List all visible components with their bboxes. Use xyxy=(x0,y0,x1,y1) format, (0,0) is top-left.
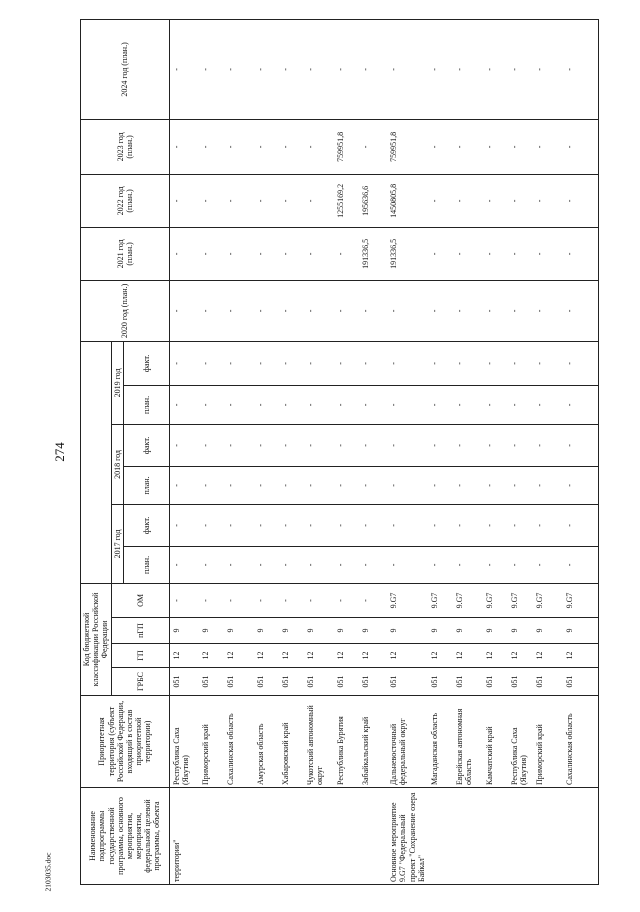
row-2020: - xyxy=(334,280,359,341)
row-2020: - xyxy=(224,280,254,341)
row-2019-fact: - xyxy=(224,341,254,385)
row-2019-plan: - xyxy=(563,385,598,424)
row-territory: Хабаровский край xyxy=(279,696,304,788)
row-2018-fact: - xyxy=(254,424,279,466)
row-om: - xyxy=(254,583,279,617)
row-2019-fact: - xyxy=(563,341,598,385)
row-om: - xyxy=(279,583,304,617)
row-om: 9.G7 xyxy=(387,583,428,617)
row-2022: - xyxy=(483,174,508,227)
row-2017-plan: - xyxy=(508,546,533,583)
row-grbs: 051 xyxy=(453,668,483,696)
header-2017-fact: факт. xyxy=(123,504,169,546)
row-pgp: 9 xyxy=(533,618,563,644)
row-2018-plan: - xyxy=(483,466,508,504)
row-2022: 1450805,8 xyxy=(387,174,428,227)
row-territory: Сахалинская область xyxy=(563,696,598,788)
row-gp: 12 xyxy=(533,644,563,668)
header-2018: 2018 год xyxy=(111,424,123,504)
row-pgp: 9 xyxy=(428,618,453,644)
row-2018-plan: - xyxy=(279,466,304,504)
row-name xyxy=(199,788,224,885)
row-2024: - xyxy=(563,19,598,119)
row-2019-plan: - xyxy=(483,385,508,424)
row-territory: Чукотский автономный округ xyxy=(304,696,334,788)
row-2023: - xyxy=(304,119,334,174)
row-2019-plan: - xyxy=(359,385,387,424)
row-2020: - xyxy=(279,280,304,341)
row-2020: - xyxy=(304,280,334,341)
row-pgp: 9 xyxy=(334,618,359,644)
row-om: - xyxy=(199,583,224,617)
row-territory: Забайкальский край xyxy=(359,696,387,788)
row-name xyxy=(359,788,387,885)
header-2022: 2022 год (план.) xyxy=(81,174,170,227)
row-2024: - xyxy=(508,19,533,119)
row-gp: 12 xyxy=(169,644,199,668)
row-gp: 12 xyxy=(199,644,224,668)
row-pgp: 9 xyxy=(279,618,304,644)
row-2024: - xyxy=(254,19,279,119)
row-gp: 12 xyxy=(224,644,254,668)
row-2018-fact: - xyxy=(453,424,483,466)
header-2018-plan: план. xyxy=(123,466,169,504)
row-2023: - xyxy=(483,119,508,174)
row-2024: - xyxy=(387,19,428,119)
row-2019-plan: - xyxy=(428,385,453,424)
row-2023: - xyxy=(169,119,199,174)
row-2021: - xyxy=(304,227,334,280)
row-2018-plan: - xyxy=(169,466,199,504)
row-2018-fact: - xyxy=(304,424,334,466)
row-om: - xyxy=(334,583,359,617)
document-code: 2103035.doc xyxy=(43,852,53,892)
row-2019-plan: - xyxy=(387,385,428,424)
row-2018-plan: - xyxy=(359,466,387,504)
row-2019-fact: - xyxy=(199,341,224,385)
row-2021: - xyxy=(483,227,508,280)
row-om: 9.G7 xyxy=(453,583,483,617)
row-2017-plan: - xyxy=(563,546,598,583)
row-om: 9.G7 xyxy=(483,583,508,617)
row-2024: - xyxy=(224,19,254,119)
row-grbs: 051 xyxy=(387,668,428,696)
row-2019-plan: - xyxy=(224,385,254,424)
row-2023: - xyxy=(199,119,224,174)
row-2024: - xyxy=(304,19,334,119)
row-territory: Магаданская область xyxy=(428,696,453,788)
row-name xyxy=(533,788,563,885)
table-row xyxy=(224,19,254,884)
row-grbs: 051 xyxy=(304,668,334,696)
row-2021: - xyxy=(169,227,199,280)
row-2018-fact: - xyxy=(224,424,254,466)
row-name xyxy=(453,788,483,885)
row-2019-plan: - xyxy=(199,385,224,424)
row-name xyxy=(304,788,334,885)
table-row xyxy=(279,19,304,884)
row-name xyxy=(483,788,508,885)
row-2017-fact: - xyxy=(334,504,359,546)
table-row xyxy=(304,19,334,884)
row-2017-fact: - xyxy=(199,504,224,546)
row-territory: Республика Саха (Якутия) xyxy=(169,696,199,788)
row-2023: - xyxy=(453,119,483,174)
row-gp: 12 xyxy=(359,644,387,668)
header-2023: 2023 год (план.) xyxy=(81,119,170,174)
row-2023: 759951,8 xyxy=(387,119,428,174)
row-2017-plan: - xyxy=(279,546,304,583)
row-2017-fact: - xyxy=(254,504,279,546)
table-body xyxy=(169,19,598,884)
row-2024: - xyxy=(428,19,453,119)
row-2021: - xyxy=(533,227,563,280)
header-years-blank xyxy=(81,341,112,583)
row-2017-fact: - xyxy=(533,504,563,546)
row-2018-plan: - xyxy=(563,466,598,504)
row-om: - xyxy=(359,583,387,617)
row-2019-fact: - xyxy=(334,341,359,385)
row-2024: - xyxy=(169,19,199,119)
row-2021: - xyxy=(224,227,254,280)
row-territory: Сахалинская область xyxy=(224,696,254,788)
row-grbs: 051 xyxy=(169,668,199,696)
row-grbs: 051 xyxy=(563,668,598,696)
budget-table xyxy=(80,19,599,885)
row-2017-plan: - xyxy=(169,546,199,583)
row-2019-plan: - xyxy=(304,385,334,424)
row-2019-plan: - xyxy=(169,385,199,424)
row-grbs: 051 xyxy=(224,668,254,696)
row-pgp: 9 xyxy=(199,618,224,644)
row-2018-plan: - xyxy=(533,466,563,504)
row-2024: - xyxy=(533,19,563,119)
row-2018-plan: - xyxy=(453,466,483,504)
row-2022: - xyxy=(508,174,533,227)
row-2021: - xyxy=(508,227,533,280)
row-2021: - xyxy=(254,227,279,280)
row-om: - xyxy=(304,583,334,617)
table-row xyxy=(199,19,224,884)
row-gp: 12 xyxy=(304,644,334,668)
row-2017-fact: - xyxy=(359,504,387,546)
row-2019-fact: - xyxy=(428,341,453,385)
row-2022: 195636,6 xyxy=(359,174,387,227)
row-2018-plan: - xyxy=(334,466,359,504)
row-2023: - xyxy=(563,119,598,174)
table-header xyxy=(81,19,170,884)
row-2017-plan: - xyxy=(359,546,387,583)
row-2020: - xyxy=(508,280,533,341)
row-2022: - xyxy=(304,174,334,227)
row-grbs: 051 xyxy=(279,668,304,696)
row-territory: Камчатский край xyxy=(483,696,508,788)
row-name xyxy=(563,788,598,885)
table-row xyxy=(387,19,428,884)
row-2021: - xyxy=(563,227,598,280)
row-2017-plan: - xyxy=(387,546,428,583)
row-pgp: 9 xyxy=(483,618,508,644)
header-2021: 2021 год (план.) xyxy=(81,227,170,280)
row-2022: - xyxy=(169,174,199,227)
header-2020: 2020 год (план.) xyxy=(81,280,170,341)
row-pgp: 9 xyxy=(169,618,199,644)
row-gp: 12 xyxy=(279,644,304,668)
row-2018-fact: - xyxy=(428,424,453,466)
row-2022: - xyxy=(254,174,279,227)
row-2017-fact: - xyxy=(224,504,254,546)
header-gp: ГП xyxy=(111,644,169,668)
row-name xyxy=(254,788,279,885)
row-2018-fact: - xyxy=(387,424,428,466)
table-row xyxy=(359,19,387,884)
row-om: 9.G7 xyxy=(428,583,453,617)
row-gp: 12 xyxy=(483,644,508,668)
row-grbs: 051 xyxy=(533,668,563,696)
row-2020: - xyxy=(169,280,199,341)
row-2024: - xyxy=(279,19,304,119)
row-2017-plan: - xyxy=(304,546,334,583)
table-row xyxy=(483,19,508,884)
row-territory: Еврейская автономная область xyxy=(453,696,483,788)
row-2021: - xyxy=(453,227,483,280)
row-2022: - xyxy=(224,174,254,227)
row-om: 9.G7 xyxy=(533,583,563,617)
table-row xyxy=(563,19,598,884)
row-territory: Республика Бурятия xyxy=(334,696,359,788)
header-2018-fact: факт. xyxy=(123,424,169,466)
row-2021: 191336,5 xyxy=(359,227,387,280)
row-2017-fact: - xyxy=(508,504,533,546)
row-pgp: 9 xyxy=(508,618,533,644)
row-grbs: 051 xyxy=(508,668,533,696)
row-2017-plan: - xyxy=(483,546,508,583)
row-gp: 12 xyxy=(254,644,279,668)
row-2017-fact: - xyxy=(304,504,334,546)
row-2020: - xyxy=(563,280,598,341)
row-2024: - xyxy=(334,19,359,119)
row-2023: - xyxy=(279,119,304,174)
row-2021: 191336,5 xyxy=(387,227,428,280)
row-2017-fact: - xyxy=(453,504,483,546)
row-gp: 12 xyxy=(508,644,533,668)
row-2017-plan: - xyxy=(453,546,483,583)
rotated-page-content xyxy=(80,20,616,885)
row-2023: - xyxy=(428,119,453,174)
header-2024: 2024 год (план.) xyxy=(81,19,170,119)
row-2019-plan: - xyxy=(279,385,304,424)
row-pgp: 9 xyxy=(304,618,334,644)
row-2017-fact: - xyxy=(279,504,304,546)
row-2020: - xyxy=(387,280,428,341)
row-2019-fact: - xyxy=(359,341,387,385)
row-om: 9.G7 xyxy=(508,583,533,617)
row-territory: Дальневосточный федеральный округ xyxy=(387,696,428,788)
row-om: - xyxy=(169,583,199,617)
row-2017-fact: - xyxy=(387,504,428,546)
row-name: территории" xyxy=(169,788,199,885)
row-2024: - xyxy=(483,19,508,119)
row-2022: - xyxy=(199,174,224,227)
row-name xyxy=(224,788,254,885)
row-2024: - xyxy=(359,19,387,119)
row-2017-fact: - xyxy=(169,504,199,546)
row-2020: - xyxy=(254,280,279,341)
row-2020: - xyxy=(483,280,508,341)
row-2019-fact: - xyxy=(279,341,304,385)
row-pgp: 9 xyxy=(563,618,598,644)
row-2018-plan: - xyxy=(387,466,428,504)
header-kbk: Код бюджетной классификации Российской Федерации xyxy=(81,583,112,695)
page-number: 274 xyxy=(52,442,67,462)
row-2020: - xyxy=(428,280,453,341)
header-name: Наименование подпрограммы государственной программы, основного мероприятия, мероприятия, федеральной целевой программы, объекта xyxy=(81,788,170,885)
row-2023: 759951,8 xyxy=(334,119,359,174)
row-pgp: 9 xyxy=(359,618,387,644)
row-2023: - xyxy=(224,119,254,174)
row-territory: Республика Саха (Якутия) xyxy=(508,696,533,788)
row-2022: - xyxy=(533,174,563,227)
row-territory: Приморский край xyxy=(199,696,224,788)
header-2019-plan: план. xyxy=(123,385,169,424)
row-2017-fact: - xyxy=(483,504,508,546)
row-2022: - xyxy=(428,174,453,227)
row-name: Основное мероприятие 9.G7 "Федеральный проект "Сохранение озера Байкал" xyxy=(387,788,428,885)
header-om: ОМ xyxy=(111,583,169,617)
header-pgp: пГП xyxy=(111,618,169,644)
row-pgp: 9 xyxy=(453,618,483,644)
header-territory: Приоритетная территория (субъект Российской Федерации, входящий в состав приоритетной территории) xyxy=(81,696,170,788)
row-grbs: 051 xyxy=(334,668,359,696)
row-2020: - xyxy=(453,280,483,341)
row-2018-fact: - xyxy=(199,424,224,466)
row-2022: - xyxy=(563,174,598,227)
table-row xyxy=(508,19,533,884)
row-2017-plan: - xyxy=(254,546,279,583)
row-gp: 12 xyxy=(387,644,428,668)
row-2019-fact: - xyxy=(254,341,279,385)
row-2018-fact: - xyxy=(359,424,387,466)
row-pgp: 9 xyxy=(224,618,254,644)
row-gp: 12 xyxy=(453,644,483,668)
row-name xyxy=(334,788,359,885)
row-2018-plan: - xyxy=(224,466,254,504)
row-2018-fact: - xyxy=(169,424,199,466)
row-2021: - xyxy=(334,227,359,280)
row-2021: - xyxy=(199,227,224,280)
row-gp: 12 xyxy=(428,644,453,668)
row-2017-plan: - xyxy=(533,546,563,583)
row-om: - xyxy=(224,583,254,617)
row-name xyxy=(508,788,533,885)
row-2018-plan: - xyxy=(508,466,533,504)
table-row xyxy=(428,19,453,884)
row-name xyxy=(428,788,453,885)
row-2019-fact: - xyxy=(483,341,508,385)
row-2021: - xyxy=(428,227,453,280)
row-2019-fact: - xyxy=(453,341,483,385)
row-2019-plan: - xyxy=(533,385,563,424)
row-om: 9.G7 xyxy=(563,583,598,617)
row-2018-plan: - xyxy=(428,466,453,504)
row-2018-fact: - xyxy=(563,424,598,466)
row-2019-plan: - xyxy=(508,385,533,424)
row-2017-plan: - xyxy=(334,546,359,583)
row-2019-plan: - xyxy=(254,385,279,424)
table-row xyxy=(254,19,279,884)
row-gp: 12 xyxy=(334,644,359,668)
row-2019-fact: - xyxy=(169,341,199,385)
row-grbs: 051 xyxy=(254,668,279,696)
row-2018-fact: - xyxy=(483,424,508,466)
row-2019-fact: - xyxy=(304,341,334,385)
table-row xyxy=(453,19,483,884)
header-2017-plan: план. xyxy=(123,546,169,583)
row-2022: - xyxy=(453,174,483,227)
header-2017: 2017 год xyxy=(111,504,123,583)
row-2019-plan: - xyxy=(453,385,483,424)
row-pgp: 9 xyxy=(387,618,428,644)
row-2022: 1255169,2 xyxy=(334,174,359,227)
row-2019-plan: - xyxy=(334,385,359,424)
header-2019-fact: факт. xyxy=(123,341,169,385)
table-row xyxy=(334,19,359,884)
row-2017-plan: - xyxy=(224,546,254,583)
row-2018-plan: - xyxy=(304,466,334,504)
row-2017-plan: - xyxy=(199,546,224,583)
row-2023: - xyxy=(533,119,563,174)
row-gp: 12 xyxy=(563,644,598,668)
row-2018-fact: - xyxy=(279,424,304,466)
table-row xyxy=(533,19,563,884)
row-2017-fact: - xyxy=(563,504,598,546)
row-territory: Приморский край xyxy=(533,696,563,788)
row-2018-fact: - xyxy=(334,424,359,466)
row-territory: Амурская область xyxy=(254,696,279,788)
row-2021: - xyxy=(279,227,304,280)
header-grbs: ГРБС xyxy=(111,668,169,696)
row-2017-fact: - xyxy=(428,504,453,546)
row-pgp: 9 xyxy=(254,618,279,644)
row-grbs: 051 xyxy=(428,668,453,696)
row-grbs: 051 xyxy=(483,668,508,696)
row-2024: - xyxy=(453,19,483,119)
row-2018-plan: - xyxy=(254,466,279,504)
row-2023: - xyxy=(508,119,533,174)
row-2018-fact: - xyxy=(533,424,563,466)
row-2020: - xyxy=(359,280,387,341)
row-2019-fact: - xyxy=(533,341,563,385)
row-2019-fact: - xyxy=(508,341,533,385)
row-2018-plan: - xyxy=(199,466,224,504)
row-2017-plan: - xyxy=(428,546,453,583)
row-2019-fact: - xyxy=(387,341,428,385)
row-2023: - xyxy=(359,119,387,174)
row-2020: - xyxy=(199,280,224,341)
row-2024: - xyxy=(199,19,224,119)
row-name xyxy=(279,788,304,885)
row-2022: - xyxy=(279,174,304,227)
row-2020: - xyxy=(533,280,563,341)
row-grbs: 051 xyxy=(199,668,224,696)
row-2018-fact: - xyxy=(508,424,533,466)
row-grbs: 051 xyxy=(359,668,387,696)
header-2019: 2019 год xyxy=(111,341,123,424)
row-2023: - xyxy=(254,119,279,174)
table-row xyxy=(169,19,199,884)
